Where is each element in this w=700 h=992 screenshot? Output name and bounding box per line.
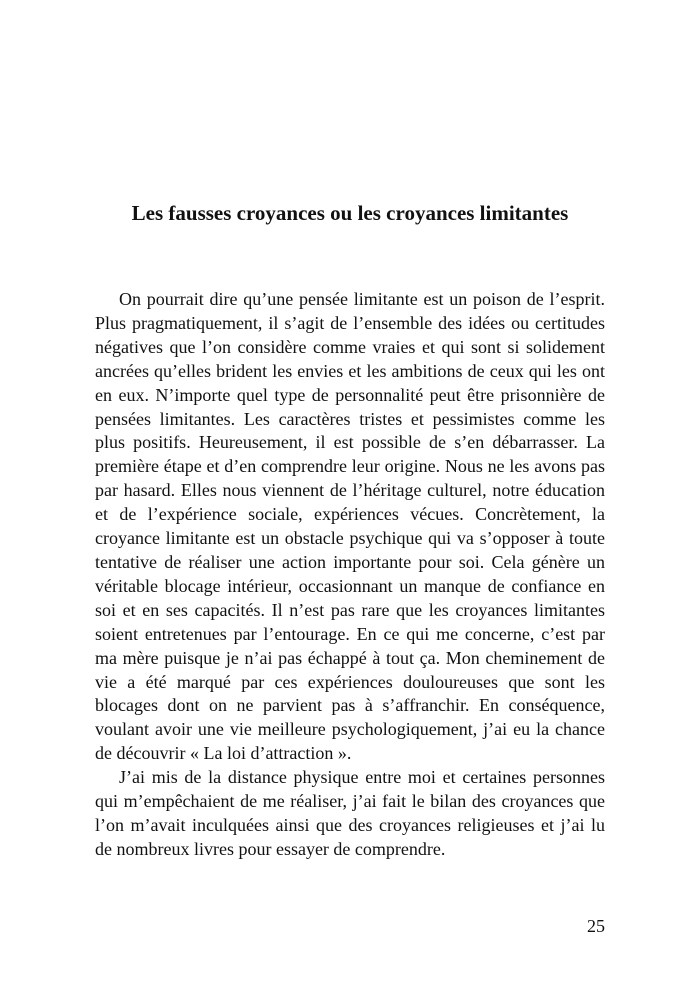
paragraph-1: On pourrait dire qu’une pensée limitante est un poison de l’esprit. Plus pragmatiquement, il s’agit de l’ensemble des idées ou certitudes négatives que l’on considère comme vraies et qui sont si solidement ancrées qu’elles brident les envies et les ambitions de ceux qui les ont en eux. N’importe quel type de personnalité peut être prisonnière de pensées limitantes. Les caractères tristes et pessimistes comme les plus positifs. Heureusement, il est possible de s’en débarrasser. La première étape et d’en comprendre leur origine. Nous ne les avons pas par hasard. Elles nous viennent de l’héritage culturel, notre éducation et de l’expérience sociale, expériences vécues. Concrètement, la croyance limitante est un obstacle psychique qui va s’opposer à toute tentative de réaliser une action importante pour soi. Cela génère un véritable blocage intérieur, occasionnant un manque de confiance en soi et en ses capacités. Il n’est pas rare que les croyances limitantes soient entretenues par l’entourage. En ce qui me concerne, c’est par ma mère puisque je n’ai pas échappé à tout ça. Mon cheminement de vie a été marqué par ces expériences douloureuses que sont les blocages dont on ne parvient pas à s’affranchir. En conséquence, voulant avoir une vie meilleure psychologiquement, j’ai eu la chance de découvrir « La loi d’attraction ».	[95, 289, 605, 764]
chapter-title: Les fausses croyances ou les croyances limitantes	[131, 201, 569, 225]
page-number: 25	[587, 916, 605, 936]
paragraph-2: J’ai mis de la distance physique entre moi et certaines personnes qui m’empêchaient de me réaliser, j’ai fait le bilan des croyances que l’on m’avait inculquées ainsi que des croyances religieuses et j’ai lu de nombreux livres pour essayer de comprendre.	[95, 767, 605, 859]
body-text	[95, 288, 605, 862]
